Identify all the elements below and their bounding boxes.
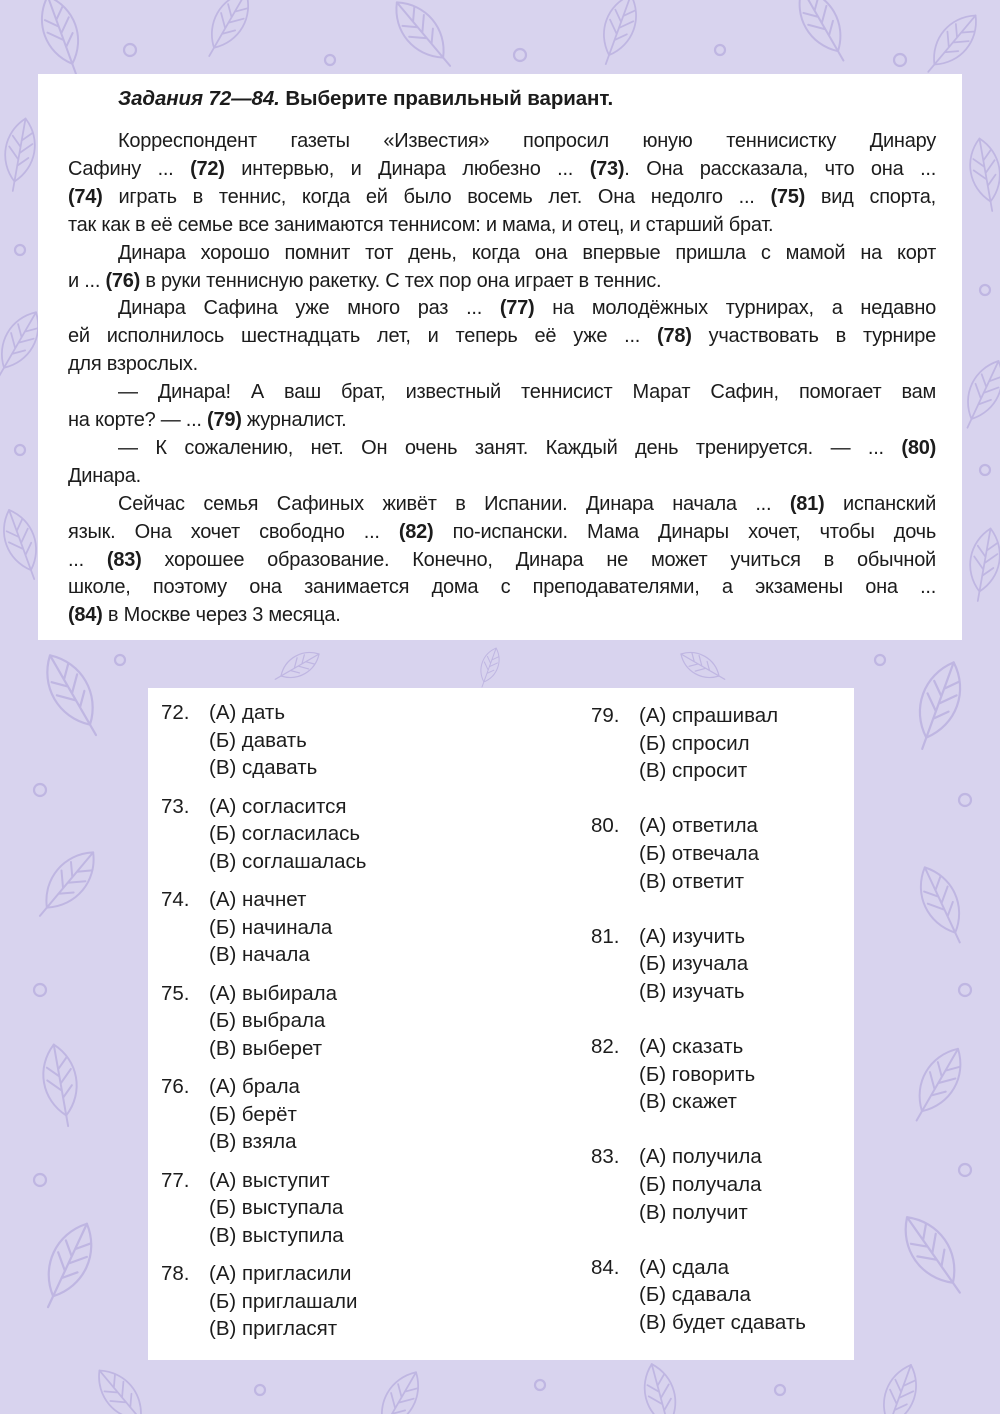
text-fragment: вид спорта, <box>805 185 936 208</box>
answer-option[interactable]: (В) получит <box>639 1200 748 1224</box>
text-fragment: для взрослых. <box>68 353 198 376</box>
question-number: 80. <box>591 814 620 838</box>
answer-option[interactable]: (В) соглашалась <box>209 849 367 873</box>
gap-marker: (79) <box>207 409 242 431</box>
answer-option[interactable]: (В) пригласят <box>209 1317 338 1341</box>
leaf-decoration <box>270 645 324 687</box>
text-fragment: интервью, и Динара любезно ... <box>224 157 590 180</box>
gap-marker: (73) <box>589 157 625 180</box>
circle-decoration <box>894 54 906 66</box>
text-fragment: в руки теннисную ракетку. С тех пор она играет в теннис. <box>140 269 662 292</box>
answer-option[interactable]: (Б) приглашали <box>209 1289 358 1313</box>
text-fragment: Динара Сафина уже много раз ... <box>118 297 500 320</box>
leaf-decoration <box>28 842 106 926</box>
text-fragment: в Москве через 3 месяца. <box>102 604 341 627</box>
question-number: 72. <box>161 701 190 724</box>
circle-decoration <box>514 49 526 61</box>
leaf-decoration <box>367 1365 429 1414</box>
answer-option[interactable]: (В) спросит <box>639 759 748 783</box>
leaf-decoration <box>638 1360 685 1414</box>
answer-option[interactable]: (А) спрашивал <box>639 704 779 727</box>
circle-decoration <box>875 655 885 665</box>
answer-options-card <box>148 688 854 1360</box>
circle-decoration <box>535 1380 545 1390</box>
answer-option[interactable]: (А) согласится <box>209 794 347 818</box>
text-line <box>118 434 936 462</box>
leaf-decoration <box>88 1361 157 1414</box>
answer-option[interactable]: (Б) говорить <box>639 1062 756 1086</box>
text-fragment: хорошее образование. Конечно, Динара не может учиться в обычной <box>141 548 936 571</box>
answer-option[interactable]: (В) изучать <box>639 979 745 1003</box>
circle-decoration <box>980 465 990 475</box>
question-number: 75. <box>161 981 190 1005</box>
text-fragment: на корте? — ... <box>68 409 208 431</box>
text-line <box>68 155 936 183</box>
circle-decoration <box>15 245 25 255</box>
circle-decoration <box>959 794 971 806</box>
leaf-decoration <box>38 1042 84 1129</box>
answer-option[interactable]: (В) сдавать <box>209 756 318 780</box>
gap-marker: (80) <box>901 436 936 459</box>
answer-option[interactable]: (Б) отвечала <box>639 841 759 865</box>
answer-option[interactable]: (А) ответила <box>639 814 758 838</box>
text-fragment: — К сожалению, нет. Он очень занят. Каждый день тренируется. — ... <box>118 436 902 459</box>
text-fragment: по-испански. Мама Динары хочет, чтобы дочь <box>433 520 936 543</box>
question-number: 78. <box>161 1262 190 1285</box>
text-line <box>68 462 936 490</box>
text-fragment: так как в её семье все занимаются теннисом: и мама, и отец, и старший брат. <box>68 213 774 236</box>
question-number: 73. <box>161 794 190 818</box>
question-number: 76. <box>161 1075 190 1098</box>
text-line <box>118 239 936 267</box>
answer-option[interactable]: (Б) выбрала <box>209 1009 326 1033</box>
answer-option[interactable]: (А) изучить <box>639 924 746 948</box>
answer-option[interactable]: (А) выбирала <box>209 981 338 1005</box>
text-line <box>68 183 936 211</box>
question-number: 84. <box>591 1255 620 1279</box>
gap-marker: (75) <box>770 185 806 208</box>
answer-option[interactable]: (Б) давать <box>209 728 307 752</box>
answer-option[interactable]: (А) сказать <box>639 1034 744 1058</box>
answer-option[interactable]: (А) брала <box>209 1075 300 1098</box>
circle-decoration <box>325 55 335 65</box>
text-fragment: ... <box>68 548 107 571</box>
leaf-decoration <box>34 646 111 744</box>
answer-option[interactable]: (Б) сдавала <box>639 1283 751 1307</box>
task-heading <box>118 87 613 111</box>
leaf-decoration <box>788 0 857 69</box>
question-number: 79. <box>591 704 620 727</box>
leaf-decoration <box>0 116 40 193</box>
leaf-decoration <box>32 0 91 80</box>
answer-option[interactable]: (А) сдала <box>639 1255 729 1279</box>
leaf-decoration <box>32 1216 104 1315</box>
answer-option[interactable]: (Б) получала <box>639 1172 762 1196</box>
gap-marker: (83) <box>106 548 142 571</box>
circle-decoration <box>715 45 725 55</box>
task-heading-text: Выберите правильный вариант. <box>285 87 614 110</box>
leaf-decoration <box>384 0 462 76</box>
leaf-decoration <box>676 645 730 687</box>
text-fragment: Динара хорошо помнит тот день, когда она впервые пришла с мамой на корт <box>118 241 936 264</box>
gap-marker: (78) <box>657 325 692 348</box>
gap-marker: (74) <box>68 185 103 208</box>
task-heading-number: Задания 72—84. <box>118 87 280 110</box>
text-line <box>68 211 936 239</box>
text-fragment: играть в теннис, когда ей было восемь лет. Она недолго ... <box>102 185 771 208</box>
text-line <box>118 294 936 322</box>
gap-marker: (84) <box>68 604 103 627</box>
leaf-decoration <box>197 0 259 63</box>
text-line <box>68 267 936 295</box>
answer-option[interactable]: (Б) берёт <box>209 1102 297 1126</box>
circle-decoration <box>775 1385 785 1395</box>
text-line <box>68 518 936 546</box>
text-line <box>68 406 936 434</box>
gap-marker: (76) <box>105 269 141 292</box>
reading-text-card <box>38 74 962 640</box>
text-line <box>68 350 936 378</box>
leaf-decoration <box>872 1360 924 1414</box>
text-line <box>118 490 936 518</box>
text-fragment: — Динара! А ваш брат, известный теннисист Марат Сафин, помогает вам <box>118 381 936 404</box>
circle-decoration <box>959 984 971 996</box>
text-line <box>68 573 936 601</box>
circle-decoration <box>255 1385 265 1395</box>
answer-option[interactable]: (В) выступила <box>209 1223 344 1247</box>
answer-option[interactable]: (А) получила <box>639 1145 762 1169</box>
gap-marker: (72) <box>190 157 225 180</box>
answer-option[interactable]: (А) дать <box>209 701 286 724</box>
circle-decoration <box>34 1174 46 1186</box>
question-number: 82. <box>591 1034 620 1058</box>
answer-option[interactable]: (А) пригласили <box>209 1262 352 1285</box>
circle-decoration <box>34 984 46 996</box>
answer-option[interactable]: (В) будет сдавать <box>639 1310 806 1334</box>
question-number: 81. <box>591 924 620 948</box>
circle-decoration <box>124 44 136 56</box>
text-fragment: и ... <box>68 269 106 292</box>
circle-decoration <box>15 445 25 455</box>
answer-option[interactable]: (А) выступит <box>209 1168 330 1192</box>
gap-marker: (81) <box>789 492 825 515</box>
circle-decoration <box>980 285 990 295</box>
leaf-decoration <box>965 136 1000 213</box>
answer-option[interactable]: (В) начала <box>209 943 310 967</box>
leaf-decoration <box>892 1207 974 1303</box>
answer-option[interactable]: (Б) выступала <box>209 1196 344 1220</box>
answer-option[interactable]: (В) скажет <box>639 1090 737 1114</box>
question-number: 74. <box>161 888 190 911</box>
leaf-decoration <box>910 861 974 950</box>
text-line <box>68 546 936 574</box>
text-fragment: на молодёжных турнирах, а недавно <box>534 297 936 320</box>
text-fragment: Динара. <box>68 464 141 487</box>
answer-option[interactable]: (Б) согласилась <box>209 822 361 846</box>
text-fragment: школе, поэтому она занимается дома с преподавателями, а экзамены она ... <box>68 576 936 599</box>
circle-decoration <box>959 1164 971 1176</box>
leaf-decoration <box>474 645 503 689</box>
text-line <box>118 378 936 406</box>
text-fragment: Корреспондент газеты «Известия» попросил юную теннисистку Динару <box>118 130 936 152</box>
text-line <box>118 127 936 155</box>
text-fragment: Сейчас семья Сафиных живёт в Испании. Динара начала ... <box>118 492 790 515</box>
text-fragment: . Она рассказала, что она ... <box>624 157 937 180</box>
answer-option[interactable]: (В) ответит <box>639 869 744 893</box>
circle-decoration <box>115 655 125 665</box>
text-fragment: Сафину ... <box>68 157 191 180</box>
leaf-decoration <box>903 1041 972 1129</box>
question-number: 77. <box>161 1168 190 1192</box>
text-fragment: журналист. <box>241 409 347 431</box>
text-fragment: ей исполнилось шестнадцать лет, и теперь её уже ... <box>68 325 658 348</box>
leaf-decoration <box>964 526 1000 603</box>
text-line <box>68 601 936 629</box>
circle-decoration <box>34 784 46 796</box>
text-fragment: язык. Она хочет свободно ... <box>68 520 399 543</box>
text-fragment: испанский <box>824 492 936 515</box>
gap-marker: (77) <box>499 297 535 320</box>
leaf-decoration <box>905 656 970 755</box>
answer-option[interactable]: (В) взяла <box>209 1130 297 1154</box>
question-number: 83. <box>591 1145 620 1169</box>
gap-marker: (82) <box>398 520 434 543</box>
text-fragment: участвовать в турнире <box>691 325 937 348</box>
leaf-decoration <box>592 0 644 69</box>
text-line <box>68 322 936 350</box>
answer-option[interactable]: (Б) начинала <box>209 915 333 939</box>
answer-option[interactable]: (Б) спросил <box>639 731 750 755</box>
answer-option[interactable]: (В) выберет <box>209 1036 323 1060</box>
answer-option[interactable]: (Б) изучала <box>639 952 749 976</box>
leaf-decoration <box>917 6 986 81</box>
answer-option[interactable]: (А) начнет <box>209 888 307 911</box>
